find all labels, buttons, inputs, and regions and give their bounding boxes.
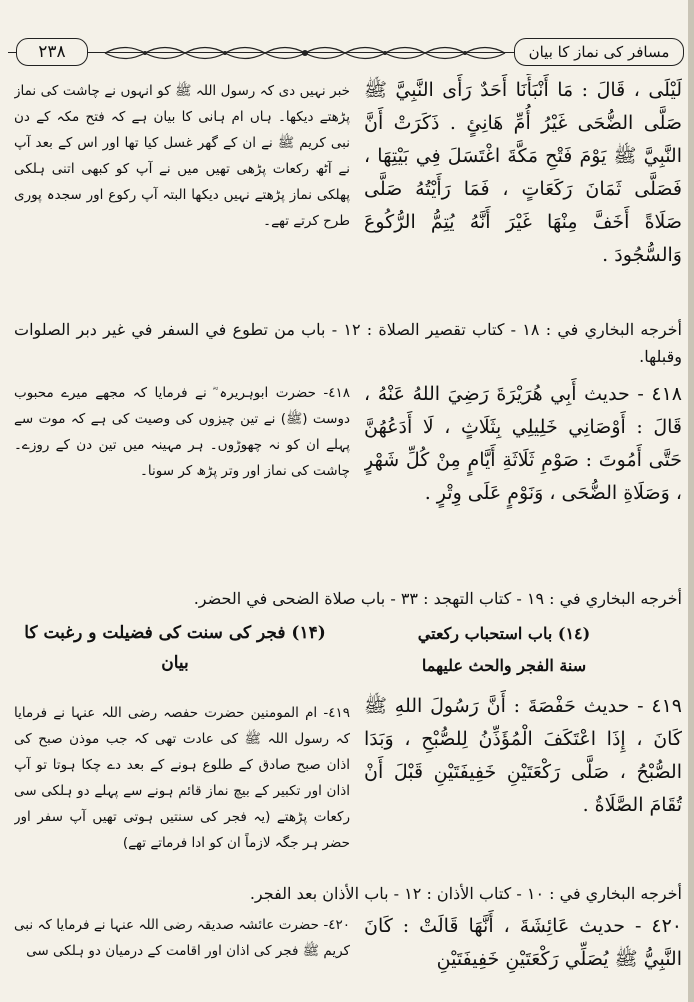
hadith-420-arabic: ٤٢٠ - حديث عَائِشَةَ ، أَنَّهَا قَالَتْ : كَانَ النَّبِيُّ ﷺ يُصَلِّي رَكْعَتَيْنِ خَفِيفَتَيْنِ: [364, 915, 682, 970]
page-edge: [688, 0, 694, 1002]
hadith-418-arabic: ٤١٨ - حديث أَبِي هُرَيْرَةَ رَضِيَ اللهُ عَنْهُ ، قَالَ : أَوْصَانِي خَلِيلِي بِثَلَاثٍ ، لَا أَدَعُهُنَّ حَتَّى أَمُوتَ : صَوْمِ ثَلَاثَةِ أَيَّامٍ مِنْ كُلِّ شَهْرٍ ، وَصَلَاةِ الضُّحَى ، وَنَوْمٍ عَلَى وِتْرٍ .: [364, 383, 682, 504]
page-number: ۲۳۸: [16, 38, 88, 66]
chapter-14-urdu-heading: (۱۴) فجر کی سنت کی فضیلت و رغبت کا بیان: [24, 623, 326, 673]
chapter-14-arabic-heading-line1: (١٤) باب استحباب ركعتي: [417, 624, 591, 643]
hadith-420-urdu: ٤٢٠- حضرت عائشہ صدیقہ رضی اللہ عنہا نے فرمایا کہ نبی کریم ﷺ فجر کی اذان اور اقامت کے درمیان دو ہلکی سی: [14, 917, 350, 959]
hadith-419-arabic: ٤١٩ - حديث حَفْصَةَ : أَنَّ رَسُولَ اللهِ ﷺ كَانَ ، إِذَا اعْتَكَفَ الْمُؤَذِّنُ لِلصُّبْحِ ، وَبَدَا الصُّبْحُ ، صَلَّى رَكْعَتَيْنِ خَفِيفَتَيْنِ قَبْلَ أَنْ تُقَامَ الصَّلَاةُ .: [364, 695, 682, 816]
chapter-title: مسافر کی نماز کا بیان: [514, 38, 684, 66]
chapter-14-arabic-heading-line2: سنة الفجر والحث عليهما: [421, 656, 587, 675]
hadith-418-urdu: ٤١٨- حضرت ابوہریرہ ؓ نے فرمایا کہ مجھے میرے محبوب دوست (ﷺ) نے تین چیزوں کی وصیت کی ہے کہ موت سے پہلے ان کو نہ چھوڑوں۔ ہر مہینہ میں تین دن کے روزے۔ چاشت کی نماز اور وتر پڑھ کر سونا۔: [14, 385, 350, 479]
intro-source: أخرجه البخاري في : ١٨ - كتاب تقصير الصلاة : ١٢ - باب من تطوع في السفر في غير دبر الصلوات وقبلها.: [14, 320, 682, 366]
hadith-419-urdu: ٤١٩- ام المومنین حضرت حفصہ رضی اللہ عنہا نے فرمایا کہ رسول اللہ ﷺ کی عادت تھی کہ جب موذن صبح کی اذان صبح صادق کے طلوع ہونے کے بعد دے چکا ہوتا تو آپ اذان اور تکبیر کے بیچ نماز قائم ہونے سے پہلے دو ہلکی سی رکعات پڑھتے (یہ فجر کی سنتیں ہوتی تھیں آپ سفر اور حضر ہر جگہ لازماً ان کو ادا فرماتے تھے): [14, 705, 350, 851]
intro-arabic-text: لَيْلَى ، قَالَ : مَا أَنْبَأَنَا أَحَدٌ رَأَى النَّبِيَّ ﷺ صَلَّى الضُّحَى غَيْرُ أُمِّ هَانِئٍ . ذَكَرَتْ أَنَّ النَّبِيَّ ﷺ يَوْمَ فَتْحِ مَكَّةَ اغْتَسَلَ فِي بَيْتِهَا ، فَصَلَّى ثَمَانَ رَكَعَاتٍ ، فَمَا رَأَيْتُهُ صَلَّى صَلَاةً أَخَفَّ مِنْهَا غَيْرَ أَنَّهُ يُتِمُّ الرُّكُوعَ وَالسُّجُودَ .: [364, 79, 682, 266]
hadith-418-source: أخرجه البخاري في : ١٩ - كتاب التهجد : ٣٣ - باب صلاة الضحى في الحضر.: [193, 589, 682, 608]
header-ornament: [100, 42, 510, 64]
hadith-419-source: أخرجه البخاري في : ١٠ - كتاب الأذان : ١٢ - باب الأذان بعد الفجر.: [249, 884, 682, 903]
intro-urdu-translation: خبر نہیں دی کہ رسول اللہ ﷺ کو انہوں نے چاشت کی نماز پڑھتے دیکھا۔ ہاں ام ہانی کا بیان ہے کہ فتح مکہ کے دن نبی کریم ﷺ نے ان کے گھر غسل کیا تھا اور اس کے بعد آپ نے آٹھ رکعات پڑھی تھیں میں نے آپ کو کبھی اتنی ہلکی پھلکی نماز پڑھتے نہیں دیکھا البتہ آپ رکوع اور سجدہ پوری طرح کرتے تھے۔: [14, 83, 350, 229]
page-header: [8, 38, 684, 68]
